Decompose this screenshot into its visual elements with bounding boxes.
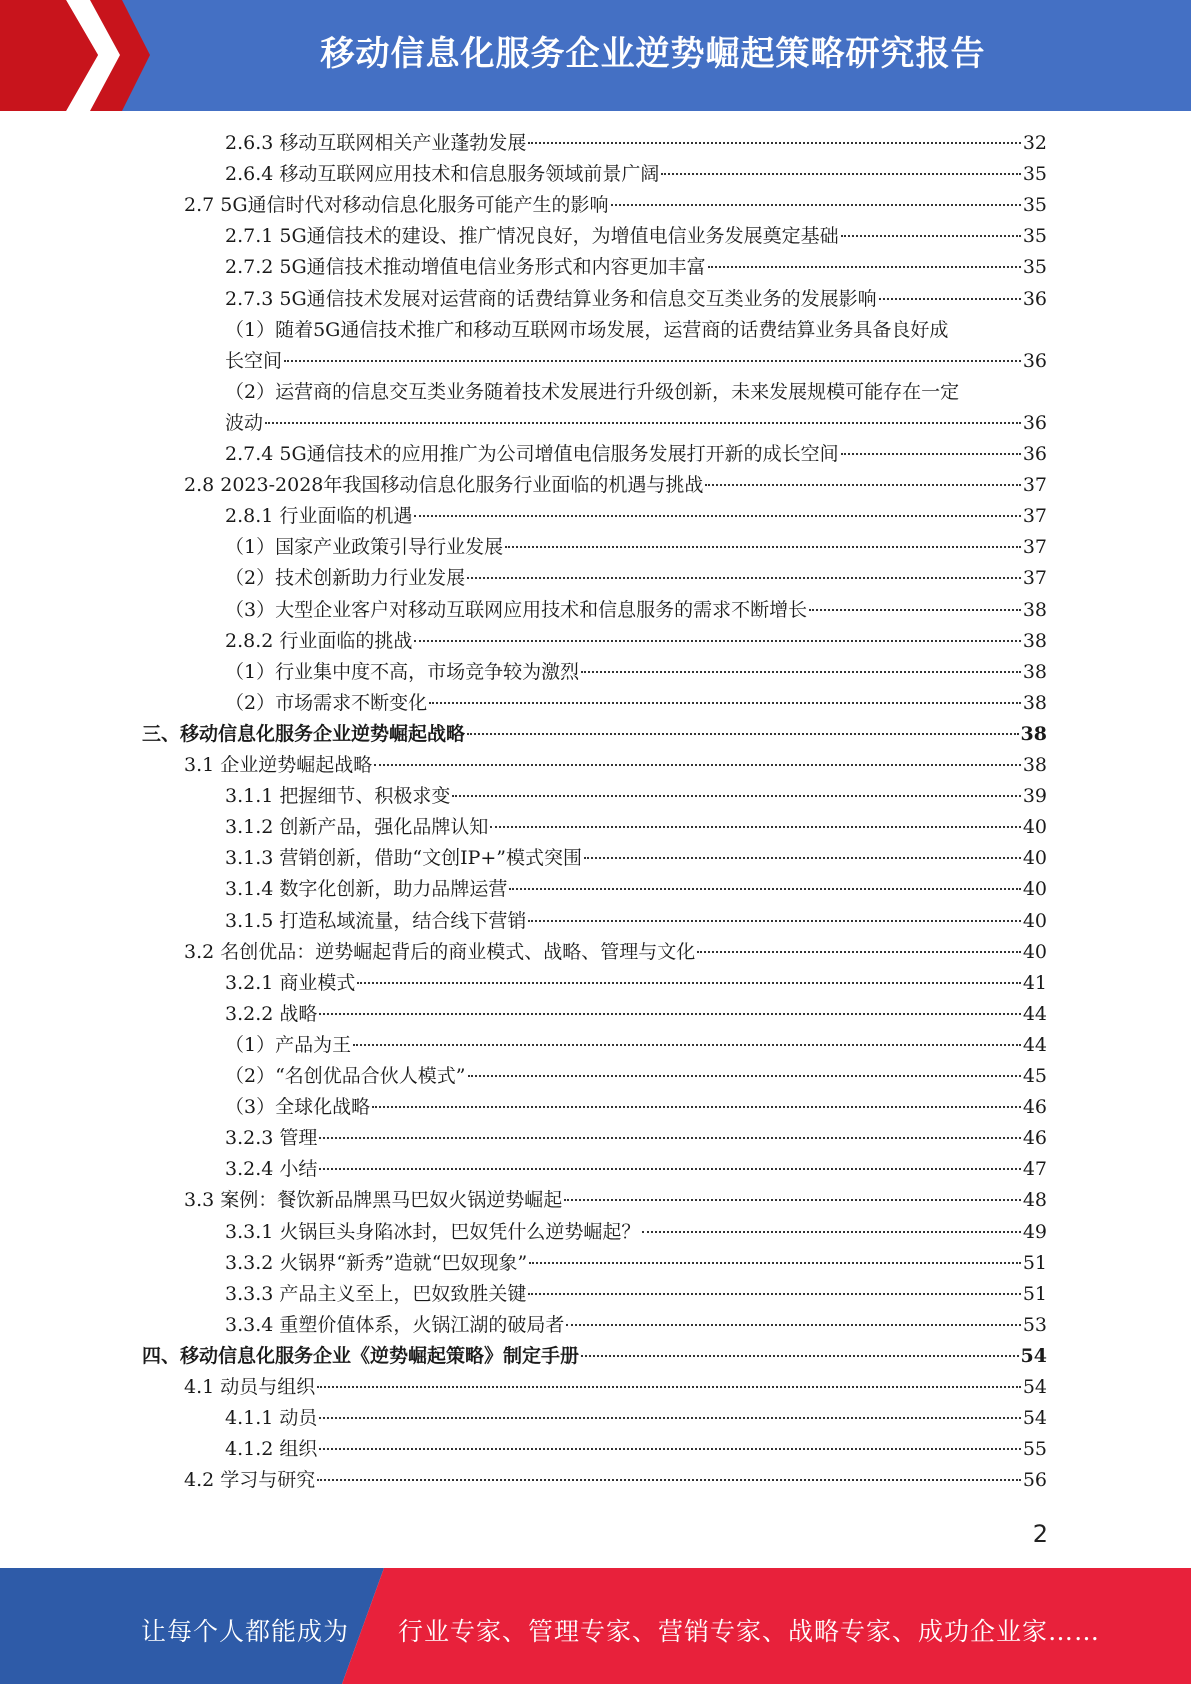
- toc-page-number: 56: [1022, 1469, 1047, 1492]
- footer-slogan-right: 行业专家、管理专家、营销专家、战略专家、成功企业家……: [398, 1617, 1101, 1646]
- toc-page-number: 41: [1022, 971, 1047, 994]
- toc-page-number: 40: [1022, 847, 1047, 870]
- toc-entry[interactable]: [184, 1185, 1047, 1216]
- toc-dot-leader: [642, 1231, 1020, 1233]
- toc-entry-title: 3.1.2 创新产品，强化品牌认知: [225, 816, 489, 839]
- toc-entry-title: 3.1.3 营销创新，借助“文创IP+”模式突围: [225, 847, 583, 870]
- toc-page-number: 36: [1022, 443, 1047, 465]
- toc-dot-leader: [529, 1262, 1021, 1264]
- toc-page-number: 55: [1022, 1438, 1047, 1461]
- toc-page-number: 51: [1022, 1251, 1047, 1274]
- toc-entry-title: （1）随着5G通信技术推广和移动互联网市场发展，运营商的话费结算业务具备良好成: [225, 318, 949, 341]
- toc-entry-title: 2.8.1 行业面临的机遇: [225, 505, 413, 528]
- toc-dot-leader: [566, 1324, 1020, 1326]
- toc-page-number: 37: [1022, 567, 1047, 590]
- toc-entry[interactable]: [225, 1061, 1047, 1092]
- toc-entry[interactable]: [184, 190, 1047, 221]
- toc-dot-leader: [708, 266, 1021, 268]
- toc-page-number: 54: [1020, 1344, 1047, 1367]
- toc-entry[interactable]: [225, 968, 1047, 999]
- toc-dot-leader: [841, 453, 1021, 455]
- toc-page-number: 38: [1022, 598, 1047, 621]
- toc-entry-title: 3.1.4 数字化创新，助力品牌运营: [225, 878, 508, 901]
- toc-entry-title: 3.2.4 小结: [225, 1158, 318, 1181]
- toc-page-number: 36: [1022, 287, 1047, 310]
- toc-entry-title: 3.3.1 火锅巨头身陷冰封，巴奴凭什么逆势崛起？: [225, 1220, 641, 1243]
- toc-entry[interactable]: [225, 999, 1047, 1030]
- toc-entry-title: 3.3.2 火锅界“新秀”造就“巴奴现象”: [225, 1251, 528, 1274]
- toc-entry[interactable]: [225, 906, 1047, 937]
- toc-entry-title: 四、移动信息化服务企业《逆势崛起策略》制定手册: [142, 1344, 580, 1367]
- toc-entry[interactable]: [225, 688, 1047, 719]
- toc-entry[interactable]: [225, 346, 1047, 377]
- toc-dot-leader: [581, 671, 1021, 673]
- toc-entry[interactable]: [225, 159, 1047, 190]
- toc-dot-leader: [841, 235, 1021, 237]
- toc-page-number: 37: [1022, 474, 1047, 497]
- toc-page-number: 35: [1022, 163, 1047, 186]
- toc-dot-leader: [661, 173, 1020, 175]
- toc-entry[interactable]: [225, 532, 1047, 563]
- toc-page-number: 49: [1022, 1220, 1047, 1243]
- toc-dot-leader: [265, 422, 1021, 424]
- toc-dot-leader: [467, 733, 1019, 735]
- toc-dot-leader: [372, 1106, 1021, 1108]
- toc-entry-title: 4.1.2 组织: [225, 1438, 318, 1461]
- toc-dot-leader: [564, 1199, 1021, 1201]
- toc-page-number: 54: [1022, 1407, 1047, 1430]
- toc-page-number: 40: [1022, 816, 1047, 839]
- toc-dot-leader: [697, 951, 1021, 953]
- toc-page-number: 53: [1022, 1313, 1047, 1336]
- footer-slogan-left: 让每个人都能成为: [141, 1617, 350, 1646]
- toc-entry[interactable]: [225, 1154, 1047, 1185]
- toc-dot-leader: [611, 204, 1021, 206]
- toc-chapter[interactable]: [142, 1341, 1047, 1372]
- toc-entry-title: 3.2 名创优品：逆势崛起背后的商业模式、战略、管理与文化: [184, 940, 696, 963]
- toc-dot-leader: [414, 640, 1020, 642]
- toc-page-number: 45: [1022, 1065, 1047, 1087]
- toc-entry-title: 2.7.3 5G通信技术发展对运营商的话费结算业务和信息交互类业务的发展影响: [225, 287, 877, 310]
- toc-entry[interactable]: [225, 284, 1047, 315]
- toc-chapter[interactable]: [142, 719, 1047, 750]
- toc-entry-title: 2.8 2023-2028年我国移动信息化服务行业面临的机遇与挑战: [184, 474, 704, 497]
- header-title: 移动信息化服务企业逆势崛起策略研究报告: [320, 34, 986, 74]
- toc-entry-title: 3.2.3 管理: [225, 1127, 318, 1150]
- toc-page-number: 32: [1022, 132, 1047, 154]
- toc-entry-title: 3.3 案例：餐饮新品牌黑马巴奴火锅逆势崛起: [184, 1189, 563, 1212]
- toc-dot-leader: [705, 484, 1020, 486]
- toc-entry[interactable]: [184, 470, 1047, 501]
- toc-entry-title: （3）全球化战略: [225, 1096, 371, 1119]
- toc-page-number: 40: [1022, 940, 1047, 963]
- toc-page-number: 36: [1022, 411, 1047, 434]
- toc-page-number: 44: [1022, 1033, 1047, 1056]
- toc-entry[interactable]: [225, 1217, 1047, 1248]
- toc-entry-title: （2）“名创优品合伙人模式”: [225, 1065, 466, 1087]
- toc-entry[interactable]: [225, 874, 1047, 905]
- toc-dot-leader: [509, 888, 1020, 890]
- toc-entry[interactable]: [225, 315, 1031, 346]
- toc-entry[interactable]: [225, 595, 1047, 626]
- toc-page-number: 38: [1022, 691, 1047, 714]
- page-header: [0, 0, 1191, 111]
- toc-entry-title: 波动: [225, 411, 264, 434]
- toc-entry[interactable]: [225, 1279, 1047, 1310]
- toc-dot-leader: [452, 795, 1020, 797]
- toc-page-number: 35: [1022, 225, 1047, 248]
- toc-entry-title: （1）国家产业政策引导行业发展: [225, 536, 504, 559]
- toc-page-number: 36: [1022, 349, 1047, 372]
- toc-dot-leader: [528, 1293, 1020, 1295]
- toc-entry-title: （1）产品为王: [225, 1033, 352, 1056]
- toc-dot-leader: [505, 546, 1021, 548]
- toc-entry-title: 3.2.1 商业模式: [225, 971, 356, 994]
- toc-page-number: 47: [1022, 1158, 1047, 1181]
- page-number: 2: [1032, 1520, 1048, 1548]
- toc-entry[interactable]: [225, 128, 1047, 159]
- toc-dot-leader: [284, 360, 1021, 362]
- toc-page-number: 35: [1022, 256, 1047, 279]
- toc-dot-leader: [319, 1448, 1020, 1450]
- toc-entry[interactable]: [184, 750, 1047, 781]
- toc-entry-title: 2.7.1 5G通信技术的建设、推广情况良好，为增值电信业务发展奠定基础: [225, 225, 839, 248]
- toc-entry-title: 2.7 5G通信时代对移动信息化服务可能产生的影响: [184, 194, 609, 217]
- toc-entry[interactable]: [225, 781, 1047, 812]
- toc-dot-leader: [319, 1137, 1020, 1139]
- toc-entry-title: 2.6.3 移动互联网相关产业蓬勃发展: [225, 132, 527, 154]
- toc-dot-leader: [319, 1013, 1020, 1015]
- toc-entry[interactable]: [225, 252, 1047, 283]
- toc-entry-title: 3.1 企业逆势崛起战略: [184, 754, 373, 776]
- toc-dot-leader: [467, 577, 1021, 579]
- toc-entry[interactable]: [225, 1434, 1047, 1465]
- toc-entry[interactable]: [225, 1123, 1047, 1154]
- toc-entry-title: 3.1.5 打造私域流量，结合线下营销: [225, 909, 527, 932]
- toc-entry[interactable]: [225, 377, 1031, 408]
- toc-dot-leader: [319, 1417, 1020, 1419]
- toc-entry-title: 三、移动信息化服务企业逆势崛起战略: [142, 722, 466, 745]
- toc-dot-leader: [414, 515, 1020, 517]
- toc-entry[interactable]: [225, 1092, 1047, 1123]
- toc-page-number: 40: [1022, 878, 1047, 901]
- toc-entry-title: 3.1.1 把握细节、积极求变: [225, 785, 451, 808]
- toc-entry[interactable]: [225, 812, 1047, 843]
- toc-page-number: 39: [1022, 785, 1047, 808]
- toc-entry[interactable]: [184, 937, 1047, 968]
- toc-page-number: 38: [1022, 754, 1047, 776]
- toc-page-number: 46: [1022, 1127, 1047, 1150]
- toc-entry[interactable]: [225, 563, 1047, 594]
- toc-page-number: 38: [1020, 722, 1047, 745]
- toc-entry[interactable]: [225, 1403, 1047, 1434]
- toc-dot-leader: [809, 609, 1021, 611]
- toc-entry-title: （3）大型企业客户对移动互联网应用技术和信息服务的需求不断增长: [225, 598, 808, 621]
- toc-entry-title: 3.2.2 战略: [225, 1002, 318, 1025]
- toc-entry-title: 长空间: [225, 349, 283, 372]
- toc-entry-title: 2.8.2 行业面临的挑战: [225, 629, 413, 652]
- toc-page-number: 38: [1022, 660, 1047, 683]
- toc-page-number: 54: [1022, 1376, 1047, 1398]
- toc-page-number: 35: [1022, 194, 1047, 217]
- toc-entry[interactable]: [225, 408, 1047, 439]
- toc-entry-title: 4.1 动员与组织: [184, 1376, 316, 1398]
- toc-entry-title: （2）市场需求不断变化: [225, 691, 428, 714]
- toc-dot-leader: [317, 1479, 1021, 1481]
- toc-dot-leader: [353, 1044, 1021, 1046]
- toc-entry[interactable]: [225, 1248, 1047, 1279]
- toc-entry-title: 2.6.4 移动互联网应用技术和信息服务领域前景广阔: [225, 163, 660, 186]
- toc-dot-leader: [490, 826, 1020, 828]
- toc-entry[interactable]: [184, 1465, 1047, 1496]
- toc-dot-leader: [528, 920, 1020, 922]
- toc-dot-leader: [584, 857, 1021, 859]
- toc-entry[interactable]: [225, 501, 1047, 532]
- toc-dot-leader: [319, 1168, 1020, 1170]
- toc-entry-title: （2）运营商的信息交互类业务随着技术发展进行升级创新，未来发展规模可能存在一定: [225, 380, 960, 403]
- toc-entry[interactable]: [225, 843, 1047, 874]
- toc-page-number: 51: [1022, 1282, 1047, 1305]
- toc-entry-title: 4.2 学习与研究: [184, 1469, 316, 1492]
- toc-entry-title: 3.3.3 产品主义至上，巴奴致胜关键: [225, 1282, 527, 1305]
- toc-entry-title: 2.7.2 5G通信技术推动增值电信业务形式和内容更加丰富: [225, 256, 706, 279]
- toc-page-number: 38: [1022, 629, 1047, 652]
- toc-page-number: 40: [1022, 909, 1047, 932]
- toc-page-number: 37: [1022, 536, 1047, 559]
- toc-dot-leader: [374, 764, 1021, 766]
- toc-entry[interactable]: [184, 1372, 1047, 1403]
- header-chevron-icon: [0, 0, 160, 111]
- toc-entry[interactable]: [225, 626, 1047, 657]
- page-footer: [0, 1568, 1191, 1684]
- toc-entry[interactable]: [225, 1310, 1047, 1341]
- toc-page-number: 48: [1022, 1189, 1047, 1212]
- toc-entry[interactable]: [225, 657, 1047, 688]
- toc-page-number: 44: [1022, 1002, 1047, 1025]
- toc-page-number: 46: [1022, 1096, 1047, 1119]
- toc-entry[interactable]: [225, 221, 1047, 252]
- toc-entry-title: （2）技术创新助力行业发展: [225, 567, 466, 590]
- toc-entry[interactable]: [225, 1030, 1047, 1061]
- toc-dot-leader: [468, 1075, 1021, 1077]
- toc-entry-title: 4.1.1 动员: [225, 1407, 318, 1430]
- toc-dot-leader: [317, 1386, 1021, 1388]
- toc-entry[interactable]: [225, 439, 1047, 470]
- toc-entry-title: 2.7.4 5G通信技术的应用推广为公司增值电信服务发展打开新的成长空间: [225, 443, 839, 465]
- toc-entry-title: （1）行业集中度不高，市场竞争较为激烈: [225, 660, 580, 683]
- toc-dot-leader: [581, 1355, 1019, 1357]
- toc-dot-leader: [879, 298, 1021, 300]
- toc-dot-leader: [357, 982, 1020, 984]
- toc-dot-leader: [429, 702, 1021, 704]
- toc-dot-leader: [528, 142, 1020, 144]
- toc-entry-title: 3.3.4 重塑价值体系，火锅江湖的破局者: [225, 1313, 565, 1336]
- toc-page-number: 37: [1022, 505, 1047, 528]
